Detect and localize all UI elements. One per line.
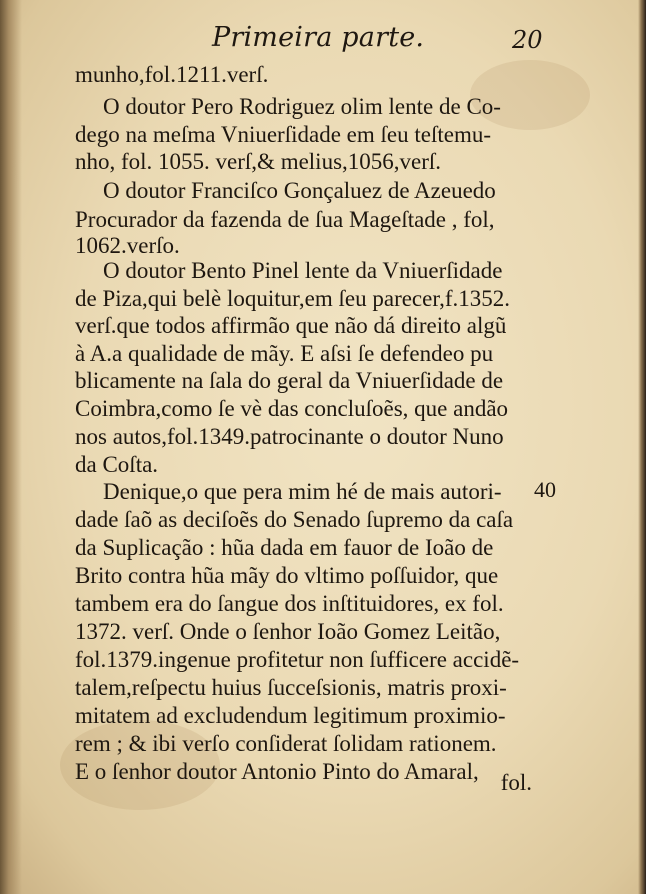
- text-line: verſ.que todos affirmão que não dá direito algũ: [75, 313, 507, 338]
- text-line: Procurador da fazenda de ſua Mageſtade , fol,: [75, 207, 495, 232]
- text-line: tambem era do ſangue dos inſtituidores, ex fol.: [75, 591, 504, 616]
- text-line: O doutor Bento Pinel lente da Vniuerſidade: [103, 258, 503, 283]
- text-line: E o ſenhor doutor Antonio Pinto do Amaral,: [75, 759, 479, 784]
- text-line: de Piza,qui belè loquitur,em ſeu parecer,f.1352.: [75, 286, 511, 311]
- text-line: munho,fol.1211.verſ.: [75, 62, 269, 87]
- spine-shadow: [0, 0, 22, 894]
- text-line: Brito contra hũa mãy do vltimo poſſuidor, que: [75, 563, 499, 588]
- text-line: fol.1379.ingenue profitetur non ſufficere accidẽ-: [75, 647, 520, 672]
- text-line: nos autos,fol.1349.patrocinante o doutor Nuno: [75, 424, 504, 449]
- text-line: dego na meſma Vniuerſidade em ſeu teſtemu-: [75, 122, 491, 147]
- running-header: Primeira parte.: [212, 22, 425, 53]
- text-line: 1062.verſo.: [75, 233, 180, 258]
- text-line: O doutor Franciſco Gonçaluez de Azeuedo: [103, 178, 496, 203]
- text-line: Denique,o que pera mim hé de mais autori-: [103, 479, 502, 504]
- text-line: da Suplicação : hũa dada em fauor de Ioão de: [75, 535, 494, 560]
- text-line: nho, fol. 1055. verſ,& melius,1056,verſ.: [75, 149, 442, 174]
- text-line: Coimbra,como ſe vè das concluſoẽs, que andão: [75, 396, 509, 421]
- text-line: rem ; & ibi verſo conſiderat ſolidam rationem.: [75, 731, 497, 756]
- text-line: O doutor Pero Rodriguez olim lente de Co-: [103, 94, 501, 119]
- text-line: da Coſta.: [75, 452, 159, 477]
- page-edge: [638, 0, 646, 894]
- text-line: à A.a qualidade de mãy. E aſsi ſe defendeo pu: [75, 341, 494, 366]
- text-line: 1372. verſ. Onde o ſenhor Ioão Gomez Leitão,: [75, 619, 501, 644]
- text-line: mitatem ad excludendum legitimum proximio-: [75, 703, 506, 728]
- page-number: 20: [512, 26, 543, 54]
- text-line: blicamente na ſala do geral da Vniuerſidade de: [75, 368, 504, 393]
- text-line: talem,reſpectu huius ſucceſsionis, matris proxi-: [75, 675, 507, 700]
- catchword: fol.: [500, 770, 532, 795]
- margin-note: 40: [534, 477, 556, 502]
- text-line: dade ſaõ as deciſoẽs do Senado ſupremo da caſa: [75, 507, 514, 532]
